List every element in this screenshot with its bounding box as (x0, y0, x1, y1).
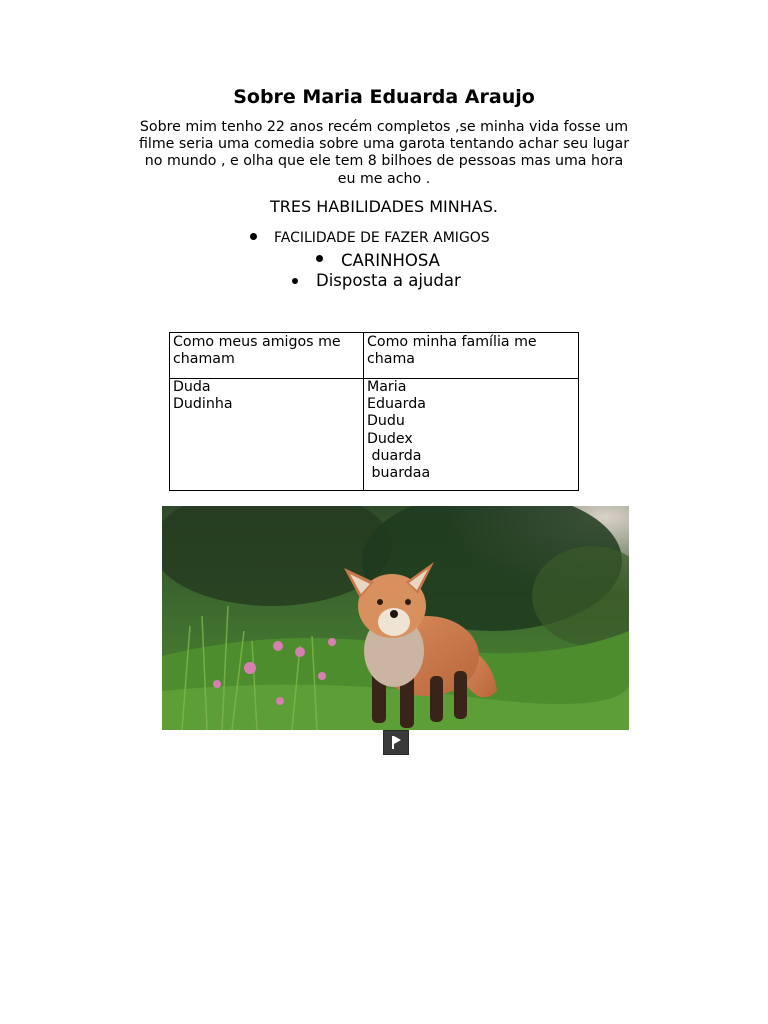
fox-photo (162, 506, 629, 730)
skill-label: CARINHOSA (341, 251, 440, 270)
bullet-icon (292, 278, 298, 284)
page-title: Sobre Maria Eduarda Araujo (233, 86, 535, 108)
intro-line: Sobre mim tenho 22 anos recém completos ,se minha vida fosse um (139, 119, 629, 135)
fox-illustration (162, 506, 629, 730)
table-row (170, 379, 579, 491)
skill-item (316, 250, 440, 272)
nickname: duarda (367, 447, 422, 464)
skills-heading: TRES HABILIDADES MINHAS. (270, 197, 498, 216)
nickname: Dudu (367, 413, 405, 430)
skill-label: FACILIDADE DE FAZER AMIGOS (274, 230, 490, 246)
nickname: Eduarda (367, 396, 426, 413)
nickname: Maria (367, 379, 407, 395)
skill-item (292, 270, 461, 292)
nickname: Dudinha (173, 396, 233, 413)
intro-line: eu me acho . (337, 170, 431, 187)
nickname: Dudex (367, 430, 413, 447)
intro-line: filme seria uma comedia sobre uma garota tentando achar seu lugar (138, 136, 630, 153)
intro-paragraph (112, 119, 656, 188)
table-cell-family (364, 379, 579, 491)
flag-play-icon (384, 731, 408, 754)
bullet-icon (316, 255, 323, 262)
skill-label: Disposta a ajudar (316, 271, 461, 290)
bullet-icon (250, 233, 257, 240)
table-header-row (170, 333, 579, 379)
table-cell-friends (170, 379, 364, 491)
nickname: buardaa (367, 465, 431, 482)
media-control-button[interactable] (383, 730, 409, 755)
table-header-cell: Como minha família me chama (364, 333, 579, 379)
nickname: Duda (173, 379, 211, 395)
table-header-cell: Como meus amigos me chamam (170, 333, 364, 379)
intro-line: no mundo , e olha que ele tem 8 bilhoes de pessoas mas uma hora (144, 153, 624, 170)
skill-item (250, 228, 490, 248)
nicknames-table (169, 332, 579, 491)
